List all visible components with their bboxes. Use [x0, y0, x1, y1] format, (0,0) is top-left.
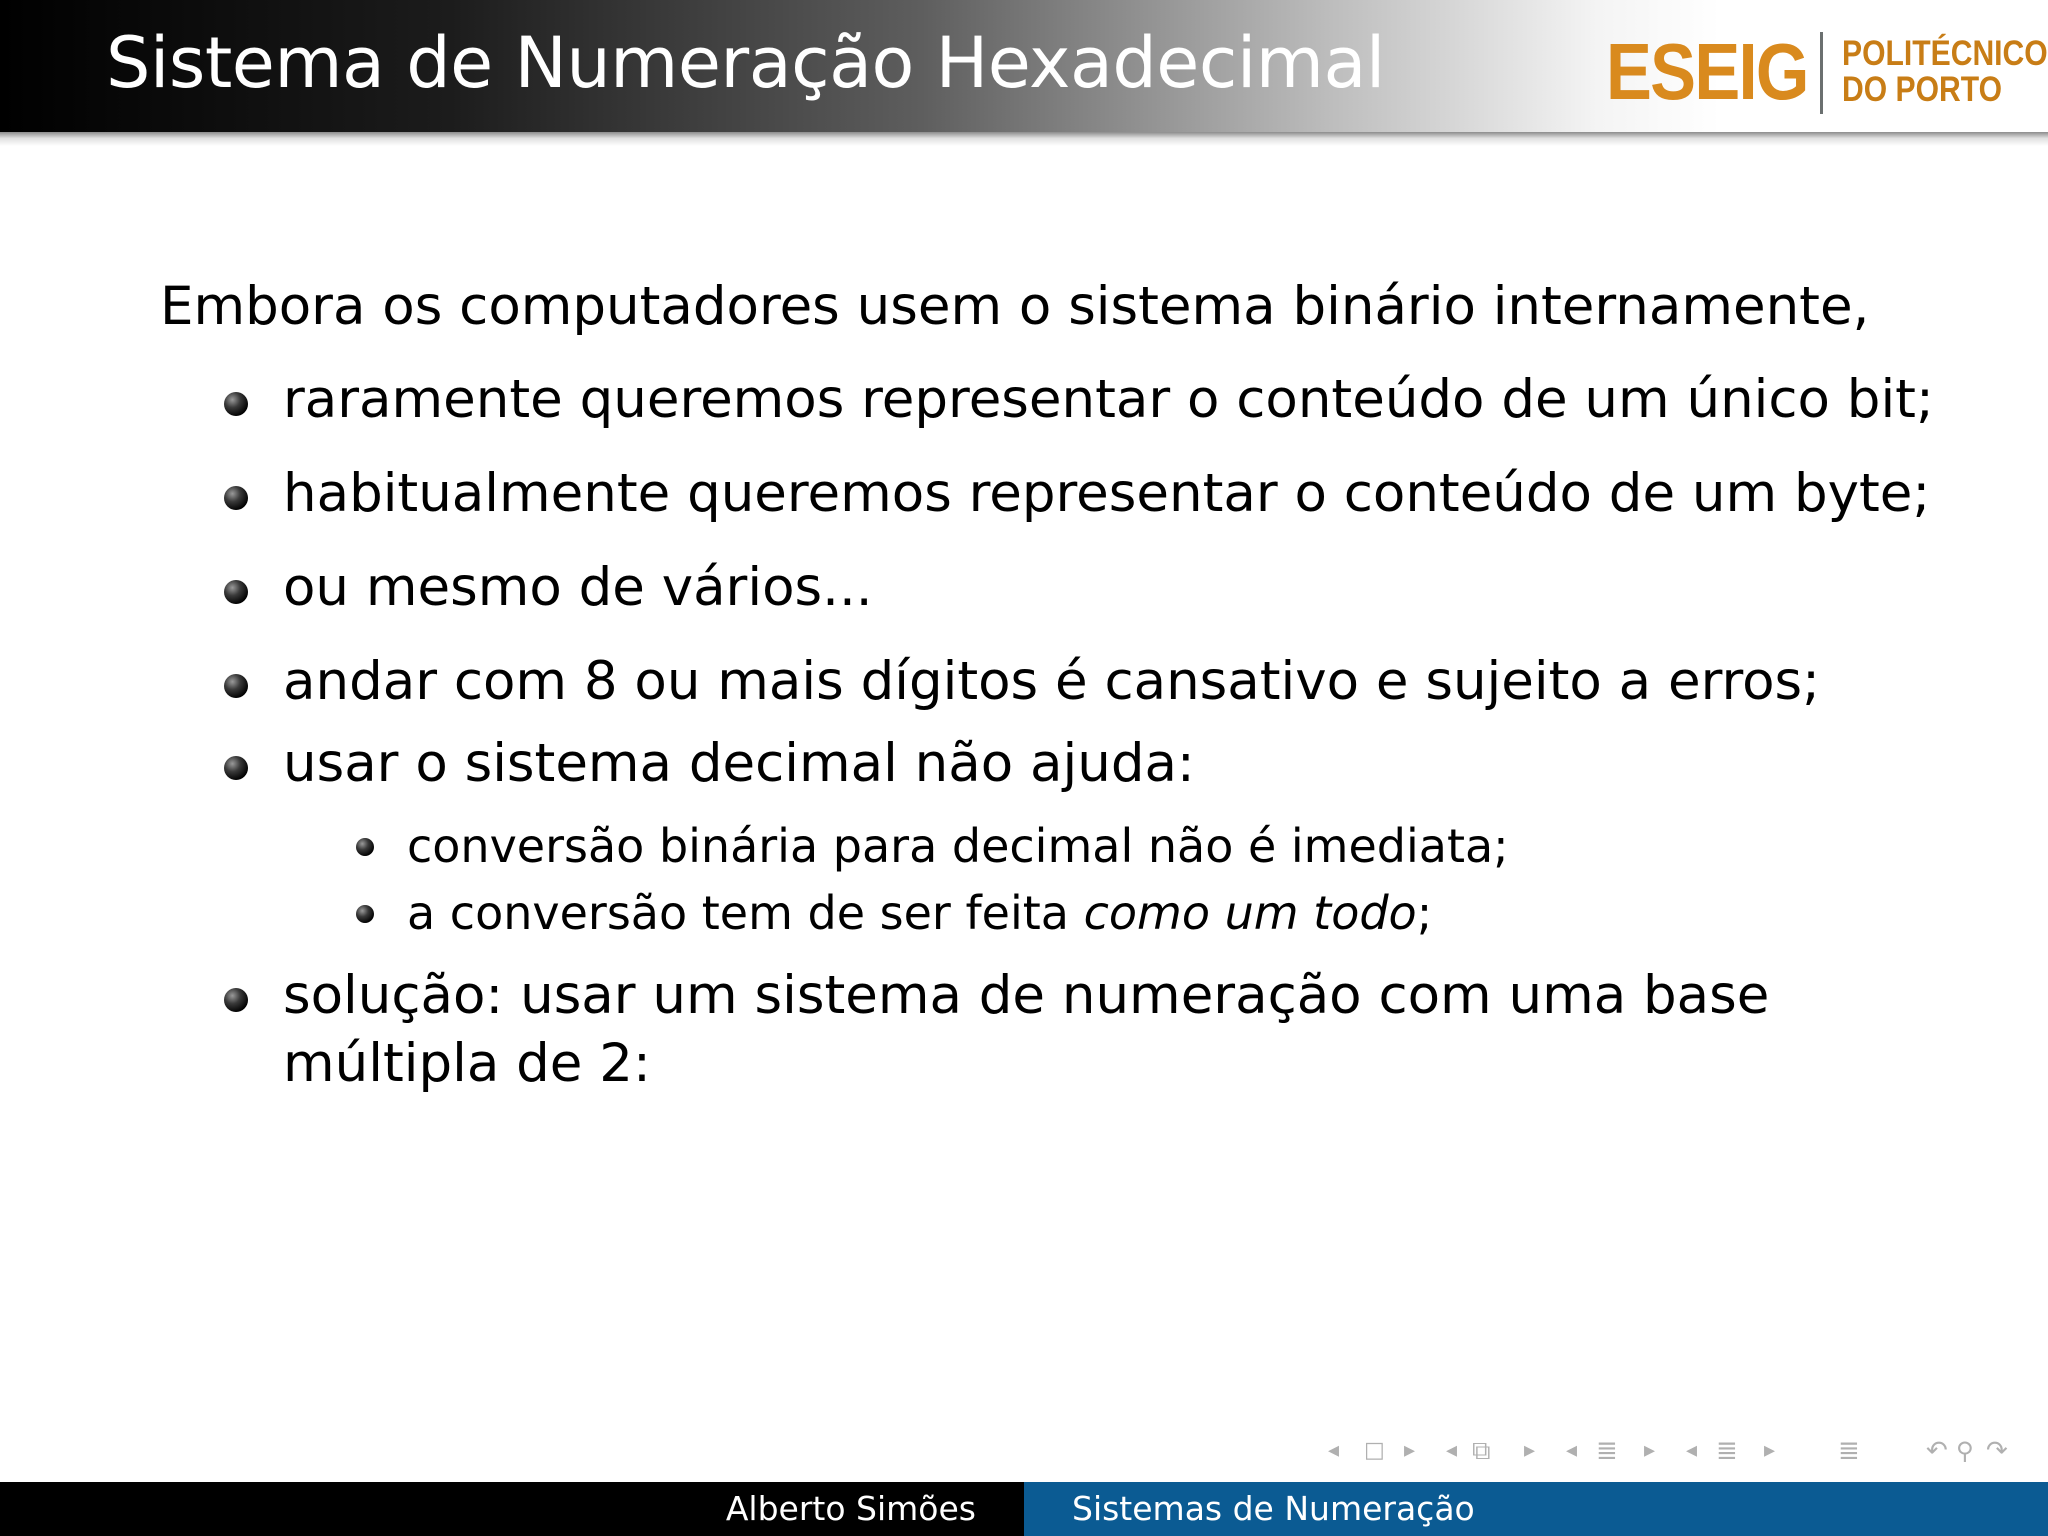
- forward-icon[interactable]: ↷: [1986, 1436, 2008, 1466]
- logo-eseig-text: ESEIG: [1606, 27, 1808, 116]
- eseig-logo: [1606, 27, 2048, 116]
- arrow-left-icon[interactable]: ◂: [1686, 1438, 1698, 1463]
- outline-icon[interactable]: ≣: [1838, 1436, 1860, 1466]
- search-icon[interactable]: ⚲: [1956, 1437, 1974, 1465]
- list-item: raramente queremos representar o conteúdo de um único bit;: [283, 369, 1934, 430]
- bullet-icon: [224, 756, 248, 780]
- list-item-last: [283, 962, 1769, 1098]
- logo-separator: [1820, 32, 1823, 114]
- logo-line2: DO PORTO: [1842, 70, 2003, 109]
- beamer-navigation: [1320, 1438, 2040, 1464]
- footer-author: Alberto Simões: [725, 1489, 976, 1528]
- sub-bullet-icon: [356, 838, 374, 856]
- sub-item-punct: ;: [1416, 886, 1433, 940]
- bullet-icon: [224, 674, 248, 698]
- arrow-right-icon[interactable]: ▸: [1404, 1438, 1416, 1463]
- list-item: ou mesmo de vários...: [283, 557, 873, 618]
- list-item: andar com 8 ou mais dígitos é cansativo e sujeito a erros;: [283, 651, 1820, 712]
- sub-item-text: a conversão tem de ser feita: [407, 886, 1084, 940]
- subsection-icon[interactable]: ⧉: [1472, 1436, 1491, 1466]
- arrow-right-icon[interactable]: ▸: [1524, 1438, 1536, 1463]
- sub-list-item: [407, 885, 1432, 941]
- arrow-left-icon[interactable]: ◂: [1446, 1438, 1458, 1463]
- arrow-right-icon[interactable]: ▸: [1764, 1438, 1776, 1463]
- header-shadow: [0, 132, 2048, 146]
- section-icon[interactable]: ≣: [1716, 1436, 1738, 1466]
- footer-author-bar: [0, 1482, 1024, 1536]
- footer-subject-bar: [1024, 1482, 2048, 1536]
- list-item-line1: solução: usar um sistema de numeração com uma base: [283, 965, 1770, 1026]
- list-item: usar o sistema decimal não ajuda:: [283, 733, 1195, 794]
- intro-text: Embora os computadores usem o sistema binário internamente,: [160, 276, 1870, 337]
- list-item-line2: múltipla de 2:: [283, 1033, 651, 1094]
- bullet-icon: [224, 486, 248, 510]
- arrow-left-icon[interactable]: ◂: [1566, 1438, 1578, 1463]
- slide-title: Sistema de Numeração Hexadecimal: [106, 22, 1385, 104]
- arrow-left-icon[interactable]: ◂: [1328, 1438, 1340, 1463]
- back-icon[interactable]: ↶: [1926, 1436, 1948, 1466]
- section-icon[interactable]: ≣: [1596, 1436, 1618, 1466]
- list-item: habitualmente queremos representar o conteúdo de um byte;: [283, 463, 1931, 524]
- logo-line1: POLITÉCNICO: [1842, 34, 2048, 73]
- bullet-icon: [224, 988, 248, 1012]
- sub-bullet-icon: [356, 905, 374, 923]
- frame-icon[interactable]: □: [1364, 1438, 1385, 1463]
- bullet-icon: [224, 580, 248, 604]
- sub-list-item: conversão binária para decimal não é imediata;: [407, 819, 1509, 873]
- footer-subject: Sistemas de Numeração: [1072, 1489, 1475, 1528]
- sub-item-emphasis: como um todo: [1083, 886, 1417, 940]
- bullet-icon: [224, 392, 248, 416]
- logo-institution: [1842, 36, 2048, 108]
- arrow-right-icon[interactable]: ▸: [1644, 1438, 1656, 1463]
